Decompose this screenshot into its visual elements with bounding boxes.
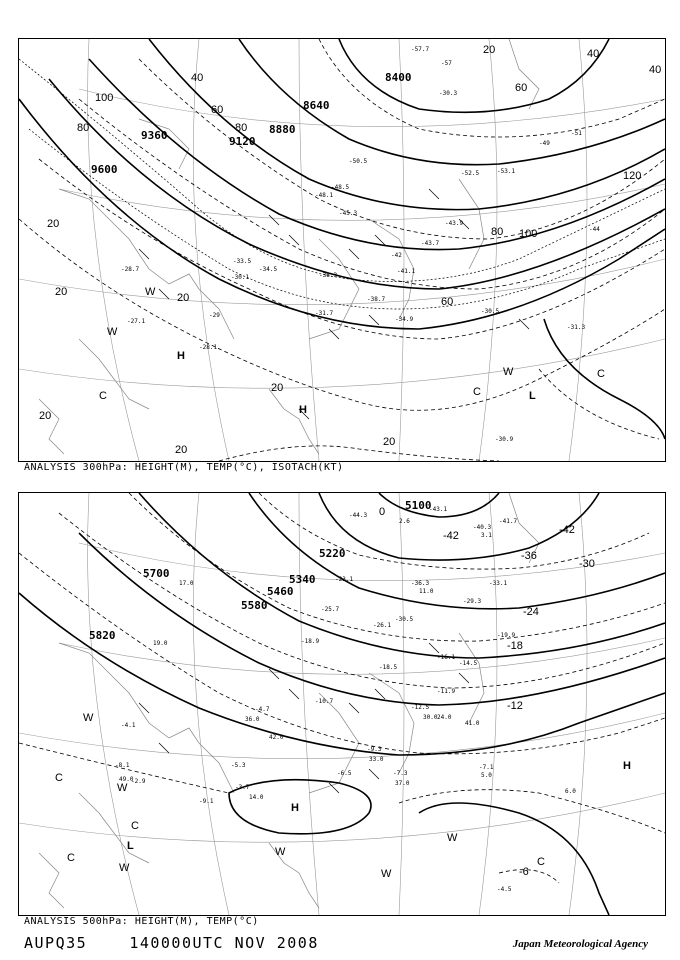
map-500hpa-canvas	[19, 493, 665, 915]
temp-label: -41.7	[499, 518, 518, 525]
temp-label: -43.7	[421, 240, 440, 247]
warm-marker: W	[119, 862, 130, 874]
temp-label: -16.1	[437, 654, 456, 661]
temp-label: -29	[209, 312, 220, 319]
coastline	[39, 493, 539, 908]
dewpoint-label: 36.0	[245, 716, 260, 723]
cold-marker: C	[67, 852, 75, 864]
temp-label: -40.3	[473, 524, 492, 531]
temp-label: -49	[539, 140, 550, 147]
temp-label: -3.7	[235, 784, 250, 791]
temp-label: -4.1	[121, 722, 136, 729]
dewpoint-label: 6.0	[565, 788, 576, 795]
low-marker: L	[529, 390, 536, 402]
temp-label: -28.1	[199, 344, 218, 351]
isotach-label: 20	[55, 286, 68, 298]
isotach-label: 60	[441, 296, 454, 308]
temp-label: -31.3	[567, 324, 586, 331]
temp-label: -41.1	[397, 268, 416, 275]
temp-label: -10.7	[315, 698, 334, 705]
temp-label: -33.5	[233, 258, 252, 265]
system-markers	[99, 286, 605, 416]
temp-label: -30.3	[439, 90, 458, 97]
isotach-label: 60	[211, 104, 224, 116]
isotach-label: 100	[519, 228, 538, 240]
wind-barbs	[139, 189, 529, 419]
system-markers	[55, 712, 631, 880]
dewpoint-label: 24.0	[437, 714, 452, 721]
temp-label: -14.5	[459, 660, 478, 667]
isotach-label: 20	[177, 292, 190, 304]
coastline	[39, 39, 539, 454]
warm-marker: W	[83, 712, 94, 724]
temp-label: -44.3	[349, 512, 368, 519]
isotach-label: 80	[77, 122, 90, 134]
isotach-lines	[19, 39, 665, 461]
contour-label: 5220	[319, 547, 346, 560]
isotach-label: 20	[383, 436, 396, 448]
temp-label: -26.1	[373, 622, 392, 629]
temp-label: -9.1	[199, 798, 214, 805]
temp-label: -51	[571, 130, 582, 137]
temp-label: -27.1	[127, 318, 146, 325]
temp-label: -8.1	[115, 762, 130, 769]
isotherm-label: -18	[507, 640, 523, 652]
temp-label: -57.7	[411, 46, 430, 53]
isotach-label: 20	[175, 444, 188, 456]
temp-label: -19.9	[497, 632, 516, 639]
temp-label: -30.5	[481, 308, 500, 315]
bulletin-code: AUPQ35	[24, 934, 88, 952]
contour-label: 5340	[289, 573, 316, 586]
temp-label: -34.9	[395, 316, 414, 323]
isotach-label: 80	[491, 226, 504, 238]
cold-marker: C	[55, 772, 63, 784]
temp-label: -34.5	[259, 266, 278, 273]
temp-label: -45.3	[339, 210, 358, 217]
isotach-label: 20	[39, 410, 52, 422]
contour-label: 5100	[405, 499, 432, 512]
contour-label: 9120	[229, 135, 256, 148]
isotach-label: 40	[191, 72, 204, 84]
map-300hpa-canvas	[19, 39, 665, 461]
dewpoint-label: 41.0	[465, 720, 480, 727]
isotach-label: 20	[483, 44, 496, 56]
warm-marker: W	[503, 366, 514, 378]
dewpoint-label: 14.0	[249, 794, 264, 801]
temp-label: -38.7	[367, 296, 386, 303]
temp-label: -43.9	[445, 220, 464, 227]
temp-label: -4.5	[497, 886, 512, 893]
temp-label: -6.5	[337, 770, 352, 777]
isotach-label: 100	[95, 92, 114, 104]
graticule	[19, 39, 665, 461]
warm-marker: W	[107, 326, 118, 338]
contour-label: 9360	[141, 129, 168, 142]
temp-label: -7.1	[479, 764, 494, 771]
temp-label: -18.5	[379, 664, 398, 671]
temp-label: -44	[589, 226, 600, 233]
warm-marker: W	[275, 846, 286, 858]
temp-label: -11.9	[437, 688, 456, 695]
isotach-label: 40	[649, 64, 662, 76]
dewpoint-label: 2.6	[399, 518, 410, 525]
warm-marker: W	[145, 286, 156, 298]
temp-label: -36.3	[319, 272, 338, 279]
isotach-label: 20	[47, 218, 60, 230]
isotherm-label: -12	[507, 700, 523, 712]
map-500hpa	[18, 492, 666, 916]
temp-label: -30.1	[231, 274, 250, 281]
cold-marker: C	[537, 856, 545, 868]
dewpoint-label: 17.0	[179, 580, 194, 587]
map-500hpa-caption: ANALYSIS 500hPa: HEIGHT(M), TEMP(°C)	[24, 916, 259, 927]
temp-label: -29.3	[463, 598, 482, 605]
temp-label: -50.5	[349, 158, 368, 165]
map-300hpa-caption: ANALYSIS 300hPa: HEIGHT(M), TEMP(°C), ISOTACH(KT)	[24, 462, 344, 473]
wind-barbs	[139, 643, 469, 793]
cold-marker: C	[131, 820, 139, 832]
dewpoint-label: 33.0	[369, 756, 384, 763]
temp-label: -18.9	[301, 638, 320, 645]
analysis-time: 140000UTC NOV 2008	[129, 934, 319, 952]
cold-marker: C	[473, 386, 481, 398]
isotherm-label: 0	[379, 506, 386, 518]
low-marker: L	[127, 840, 134, 852]
warm-marker: W	[447, 832, 458, 844]
isotach-label: 60	[515, 82, 528, 94]
high-marker: H	[177, 350, 185, 362]
temp-label: -57	[441, 60, 452, 67]
temp-label: -30.5	[395, 616, 414, 623]
isotherm-label: -42	[559, 524, 575, 536]
dewpoint-label: 37.0	[395, 780, 410, 787]
station-dewpoints	[119, 518, 576, 801]
cold-marker: C	[99, 390, 107, 402]
warm-marker: W	[117, 782, 128, 794]
isotherm-label: -24	[523, 606, 539, 618]
temp-label: -7.3	[393, 770, 408, 777]
dewpoint-label: 11.0	[419, 588, 434, 595]
temp-label: -43.1	[429, 506, 448, 513]
contour-label: 9600	[91, 163, 118, 176]
temp-label: -52.5	[461, 170, 480, 177]
isotherm-label: -42	[443, 530, 459, 542]
warm-marker: W	[381, 868, 392, 880]
isotach-label: 120	[623, 170, 642, 182]
temp-label: -28.7	[121, 266, 140, 273]
contour-label: 8640	[303, 99, 330, 112]
temp-label: -48.1	[315, 192, 334, 199]
temp-label: -2.9	[131, 778, 146, 785]
temp-label: -30.9	[495, 436, 514, 443]
dewpoint-label: 3.1	[481, 532, 492, 539]
isotherm-label: -36	[521, 550, 537, 562]
cold-marker: C	[597, 368, 605, 380]
isotach-label: 80	[235, 122, 248, 134]
temp-label: -31.7	[315, 310, 334, 317]
temp-label: -48.5	[331, 184, 350, 191]
isotach-label: 20	[271, 382, 284, 394]
high-marker: H	[291, 802, 299, 814]
temp-label: -5.3	[231, 762, 246, 769]
temp-label: -33.1	[489, 580, 508, 587]
dewpoint-label: 30.0	[423, 714, 438, 721]
bulletin-header	[24, 934, 319, 952]
isotherm-label: -6	[519, 866, 529, 878]
dewpoint-label: 19.0	[153, 640, 168, 647]
isotherm-label: -30	[579, 558, 595, 570]
temp-label: -36.3	[411, 580, 430, 587]
temp-label: -4.7	[255, 706, 270, 713]
temp-label: -9.3	[367, 746, 382, 753]
dewpoint-label: 49.0	[119, 776, 134, 783]
contour-label: 5700	[143, 567, 170, 580]
map-300hpa	[18, 38, 666, 462]
temp-label: -53.1	[497, 168, 516, 175]
dewpoint-label: 42.0	[269, 734, 284, 741]
high-marker: H	[623, 760, 631, 772]
contour-label: 5580	[241, 599, 268, 612]
contour-label: 8880	[269, 123, 296, 136]
height-contours	[19, 39, 665, 439]
contour-labels	[89, 499, 432, 642]
isotach-label: 40	[587, 48, 600, 60]
contour-label: 8400	[385, 71, 412, 84]
dewpoint-label: 5.0	[481, 772, 492, 779]
contour-label: 5460	[267, 585, 294, 598]
temp-label: -12.5	[411, 704, 430, 711]
temp-label: -23.1	[335, 576, 354, 583]
temp-label: -25.7	[321, 606, 340, 613]
contour-label: 5820	[89, 629, 116, 642]
high-marker: H	[299, 404, 307, 416]
temp-label: -42	[391, 252, 402, 259]
agency-credit: Japan Meteorological Agency	[512, 938, 648, 950]
